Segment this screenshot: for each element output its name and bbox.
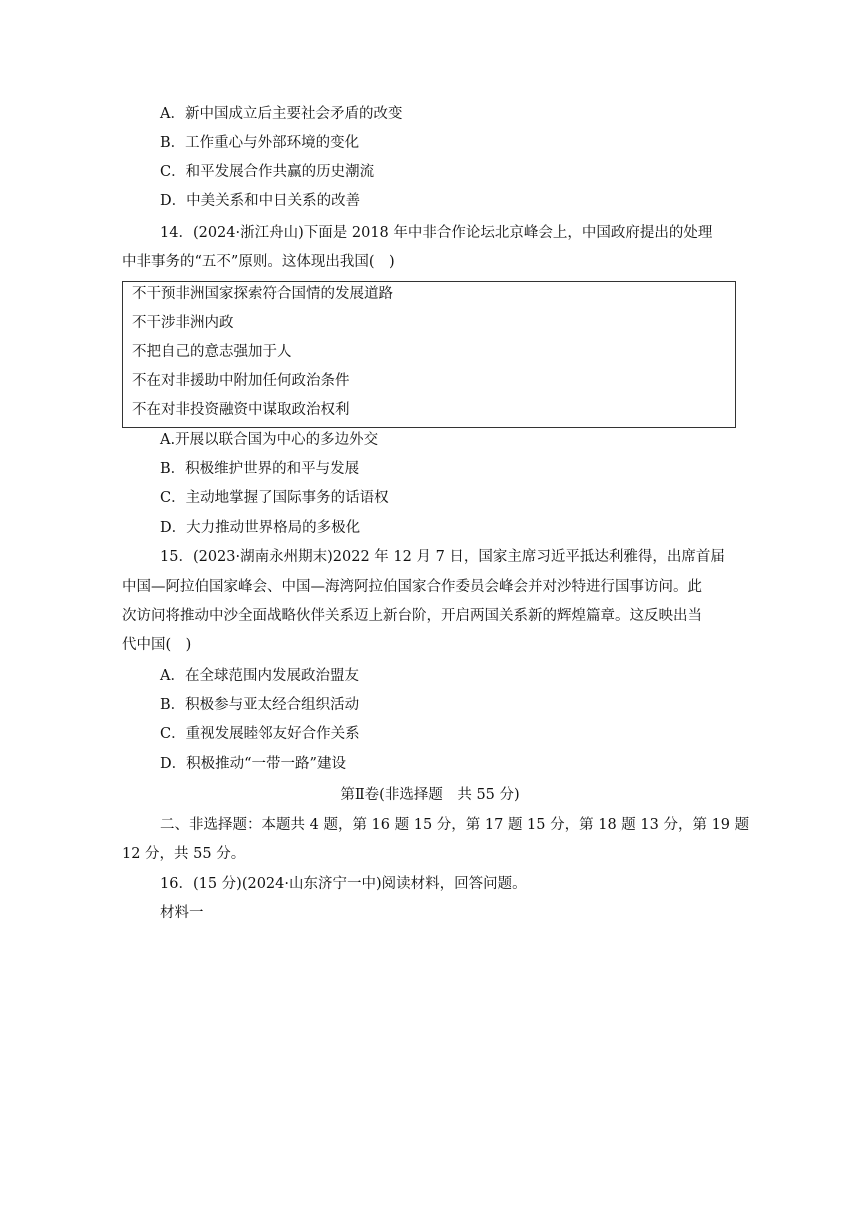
- q15-stem-line3: 次访问将推动中沙全面战略伙伴关系迈上新台阶，开启两国关系新的辉煌篇章。这反映出当: [122, 608, 702, 624]
- q15-stem-line4: 代中国( ): [122, 637, 192, 653]
- q14-option-d: D．大力推动世界格局的多极化: [160, 520, 361, 536]
- q13-option-d: D．中美关系和中日关系的改善: [160, 193, 361, 209]
- section-2-instructions-line1: 二、非选择题：本题共 4 题，第 16 题 15 分，第 17 题 15 分，第 18 题 13 分，第 19 题: [160, 817, 750, 833]
- q15-stem-line2: 中国—阿拉伯国家峰会、中国—海湾阿拉伯国家合作委员会峰会并对沙特进行国事访问。此: [122, 579, 702, 595]
- principle-item: 不把自己的意志强加于人: [132, 344, 292, 360]
- q16-material-label: 材料一: [160, 905, 204, 921]
- principle-item: 不在对非投资融资中谋取政治权利: [132, 402, 350, 418]
- q14-stem-line2: 中非事务的“五不”原则。这体现出我国( ): [122, 254, 395, 270]
- q16-stem: 16．(15 分)(2024·山东济宁一中)阅读材料，回答问题。: [160, 876, 527, 892]
- principle-item: 不干预非洲国家探索符合国情的发展道路: [132, 286, 393, 302]
- section-2-instructions-line2: 12 分，共 55 分。: [122, 846, 246, 862]
- principle-item: 不在对非援助中附加任何政治条件: [132, 373, 350, 389]
- q14-option-a: A.开展以联合国为中心的多边外交: [160, 432, 379, 448]
- q15-option-a: A．在全球范围内发展政治盟友: [160, 668, 359, 684]
- q15-option-d: D．积极推动“一带一路”建设: [160, 756, 346, 772]
- q13-option-c: C．和平发展合作共赢的历史潮流: [160, 164, 375, 180]
- q15-option-b: B．积极参与亚太经合组织活动: [160, 697, 360, 713]
- principle-item: 不干涉非洲内政: [132, 315, 234, 331]
- five-no-principles-box: [122, 281, 736, 428]
- q14-option-c: C．主动地掌握了国际事务的话语权: [160, 490, 389, 506]
- q13-option-a: A．新中国成立后主要社会矛盾的改变: [160, 106, 403, 122]
- q13-option-b: B．工作重心与外部环境的变化: [160, 135, 360, 151]
- q14-stem-line1: 14．(2024·浙江舟山)下面是 2018 年中非合作论坛北京峰会上，中国政府提出的处理: [160, 225, 713, 241]
- section-2-title: 第Ⅱ卷(非选择题 共 55 分): [340, 787, 520, 803]
- q15-option-c: C．重视发展睦邻友好合作关系: [160, 726, 360, 742]
- q14-option-b: B．积极维护世界的和平与发展: [160, 461, 360, 477]
- q15-stem-line1: 15．(2023·湖南永州期末)2022 年 12 月 7 日，国家主席习近平抵达利雅得，出席首届: [160, 549, 725, 565]
